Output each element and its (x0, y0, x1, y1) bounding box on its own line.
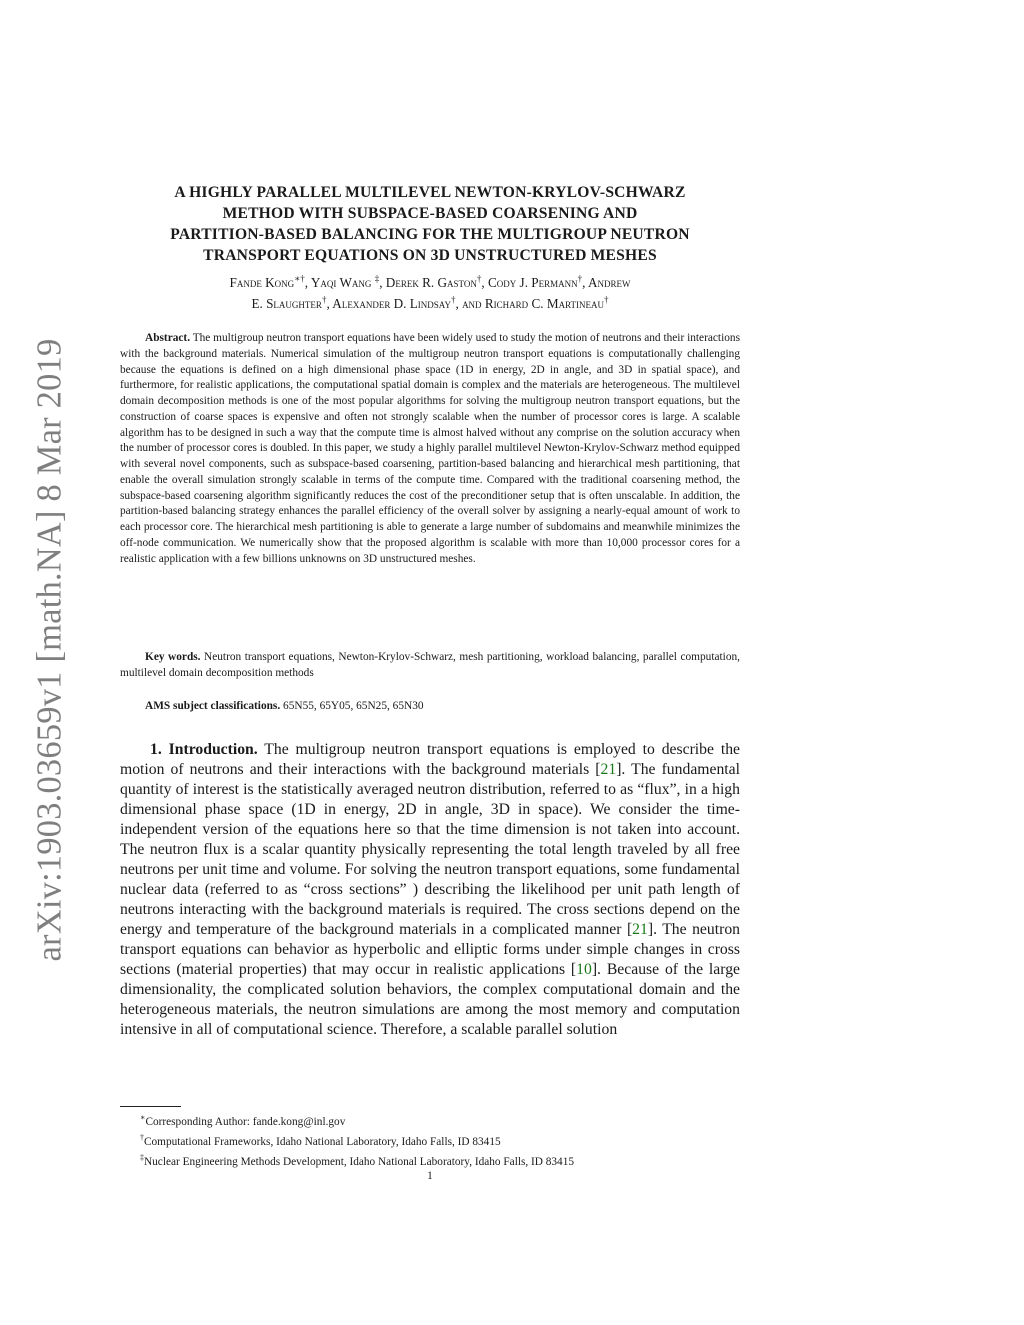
citation-link[interactable]: 21 (600, 761, 617, 778)
author-list (120, 272, 740, 314)
footnote (120, 1110, 740, 1130)
author-name: , Andrew (582, 275, 631, 290)
footnote-mark: † (140, 1133, 144, 1143)
footnote-mark: ∗ (140, 1113, 146, 1122)
keywords-section (120, 650, 740, 682)
citation-link[interactable]: 10 (576, 961, 592, 978)
affiliation-mark: † (604, 294, 609, 305)
intro-text: ]. The fundamental quantity of interest is the statistically averaged neutron distribution, referred to as “flux”, in a high dimensional phase space (1D in energy, 2D in angle, 3D in space). We consider the time-independent version of the equations here so that the time dimension is not taken into account. The neutron flux is a scalar quantity physically representing the total length traveled by all free neutrons per unit time and volume. For solving the neutron transport equations, some fundamental nuclear data (referred to as “cross sections” ) describing the likelihood per unit path length of neutrons interacting with the background materials is required. The cross sections depend on the energy and temperature of the background materials in a complicated manner [ (120, 761, 740, 938)
footnote-mark: ‡ (140, 1153, 144, 1163)
keywords-text: Neutron transport equations, Newton-Krylov-Schwarz, mesh partitioning, workload balancing, parallel computation, multilevel domain decomposition methods (120, 651, 740, 679)
footnote (120, 1130, 740, 1150)
introduction-section (120, 740, 740, 1040)
title-line: PARTITION-BASED BALANCING FOR THE MULTIGROUP NEUTRON (170, 226, 690, 243)
footnote-text: Computational Frameworks, Idaho National Laboratory, Idaho Falls, ID 83415 (144, 1135, 501, 1148)
affiliation-mark: † (321, 294, 327, 305)
footnotes (120, 1110, 740, 1171)
keywords-label: Key words. (145, 651, 201, 663)
author-name: , and Richard C. Martineau (455, 296, 605, 311)
author-name: , Yaqi Wang (304, 275, 375, 290)
abstract-label: Abstract. (145, 332, 191, 344)
author-name: , Derek R. Gaston (379, 275, 477, 290)
arxiv-identifier: arXiv:1903.03659v1 [math.NA] 8 Mar 2019 (30, 338, 69, 962)
intro-text: ]. The neutron transport equations can behavior as hyperbolic and elliptic forms under simple changes in cross sections (material properties) that may occur in realistic applications [ (120, 921, 741, 978)
abstract-section (120, 331, 740, 567)
intro-paragraph (120, 740, 740, 1040)
affiliation-mark: ‡ (374, 273, 380, 284)
author-name: E. Slaughter (251, 296, 322, 311)
footnote-text: Corresponding Author: fande.kong@inl.gov (145, 1115, 346, 1128)
title-line: METHOD WITH SUBSPACE-BASED COARSENING AND (222, 205, 638, 222)
footnote-text: Nuclear Engineering Methods Development, Idaho National Laboratory, Idaho Falls, ID 83415 (144, 1156, 574, 1169)
paper-title (120, 182, 740, 266)
citation-link[interactable]: 21 (632, 921, 648, 938)
affiliation-mark: † (450, 294, 456, 305)
title-line: A HIGHLY PARALLEL MULTILEVEL NEWTON-KRYLOV-SCHWARZ (174, 184, 686, 201)
footnote-divider (120, 1106, 181, 1107)
section-heading: 1. Introduction. (150, 741, 258, 758)
title-line: TRANSPORT EQUATIONS ON 3D UNSTRUCTURED MESHES (203, 247, 657, 264)
author-name: Fande Kong (229, 275, 295, 290)
author-name: , Cody J. Permann (481, 275, 578, 290)
ams-label: AMS subject classifications. (145, 700, 281, 712)
footnote (120, 1150, 740, 1170)
intro-text: The multigroup neutron transport equations is employed to describe the motion of neutrons and their interactions with the background materials [ (120, 741, 741, 778)
page-number: 1 (427, 1170, 433, 1182)
affiliation-mark: ∗† (294, 273, 305, 284)
author-name: , Alexander D. Lindsay (326, 296, 451, 311)
keywords-paragraph (120, 650, 740, 682)
ams-paragraph (120, 699, 740, 715)
abstract-paragraph (120, 331, 740, 567)
ams-text: 65N55, 65Y05, 65N25, 65N30 (283, 700, 424, 712)
arxiv-side-stamp (30, 330, 70, 970)
ams-section (120, 699, 740, 715)
intro-text: ]. Because of the large dimensionality, the complicated solution behaviors, the complex computational domain and the heterogeneous materials, the neutron simulations are among the most memory and computation intensive in all of computational science. Therefore, a scalable parallel solution (120, 961, 740, 1038)
author-line-1 (120, 272, 740, 293)
author-line-2 (120, 293, 740, 314)
abstract-text: The multigroup neutron transport equations have been widely used to study the motion of neutrons and their interactions with the background materials. Numerical simulation of the multigroup neutron transport equations is computationally challenging because the equations is defined on a high dimensional phase space (1D in energy, 2D in angle, and 3D in spatial space), and furthermore, for realistic applications, the computational spatial domain is complex and the materials are heterogeneous. The multilevel domain decomposition methods is one of the most popular algorithms for solving the multigroup neutron transport equations, but the construction of coarse spaces is expensive and often not strongly scalable when the number of processor cores is large. A scalable algorithm has to be designed in such a way that the compute time is almost halved without any comprise on the solution accuracy when the number of processor cores is doubled. In this paper, we study a highly parallel multilevel Newton-Krylov-Schwarz method equipped with several novel components, such as subspace-based coarsening, partition-based balancing and hierarchical mesh partitioning, that enable the overall simulation strongly scalable in terms of the compute time. Compared with the traditional coarsening method, the subspace-based coarsening algorithm significantly reduces the cost of the preconditioner setup that is often unscalable. In addition, the partition-based balancing strategy enhances the parallel efficiency of the overall solver by assigning a nearly-equal amount of work to each processor core. The hierarchical mesh partitioning is able to generate a large number of subdomains and meanwhile minimizes the off-node communication. We numerically show that the proposed algorithm is scalable with more than 10,000 processor cores for a realistic application with a few billions unknowns on 3D unstructured meshes. (120, 332, 740, 565)
affiliation-mark: † (577, 273, 583, 284)
affiliation-mark: † (476, 273, 482, 284)
